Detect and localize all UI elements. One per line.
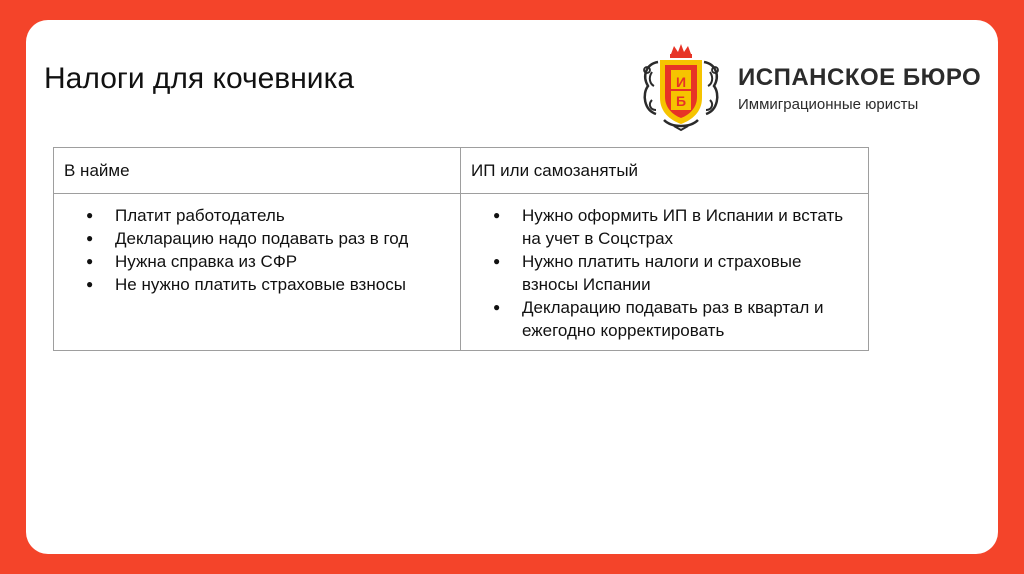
list-item: ● Не нужно платить страховые взносы <box>64 273 450 296</box>
slide-title: Налоги для кочевника <box>44 62 355 95</box>
table-header-row <box>54 148 869 194</box>
self-employed-list <box>471 204 858 342</box>
list-item: ● Платит работодатель <box>64 204 450 227</box>
tax-comparison-table <box>53 147 869 351</box>
emblem-letter-top: И <box>675 74 687 90</box>
employed-list <box>64 204 450 296</box>
self-employed-cell <box>461 194 869 351</box>
company-logo <box>638 42 982 132</box>
header-employed: В найме <box>54 148 461 194</box>
list-item: ● Нужно платить налоги и страховые взносы Испании <box>471 250 858 296</box>
logo-subtitle: Иммиграционные юристы <box>738 96 919 113</box>
table-row <box>54 194 869 351</box>
slide <box>26 20 998 554</box>
logo-name: ИСПАНСКОЕ БЮРО <box>738 64 982 91</box>
header-self-employed: ИП или самозанятый <box>461 148 869 194</box>
list-item: ● Нужно оформить ИП в Испании и встать на учет в Соцстрах <box>471 204 858 250</box>
list-item: ● Декларацию подавать раз в квартал и ежегодно корректировать <box>471 296 858 342</box>
list-item: ● Нужна справка из СФР <box>64 250 450 273</box>
emblem-letter-bottom: Б <box>675 93 687 109</box>
emblem-icon <box>638 42 724 132</box>
employed-cell <box>54 194 461 351</box>
list-item: ● Декларацию надо подавать раз в год <box>64 227 450 250</box>
